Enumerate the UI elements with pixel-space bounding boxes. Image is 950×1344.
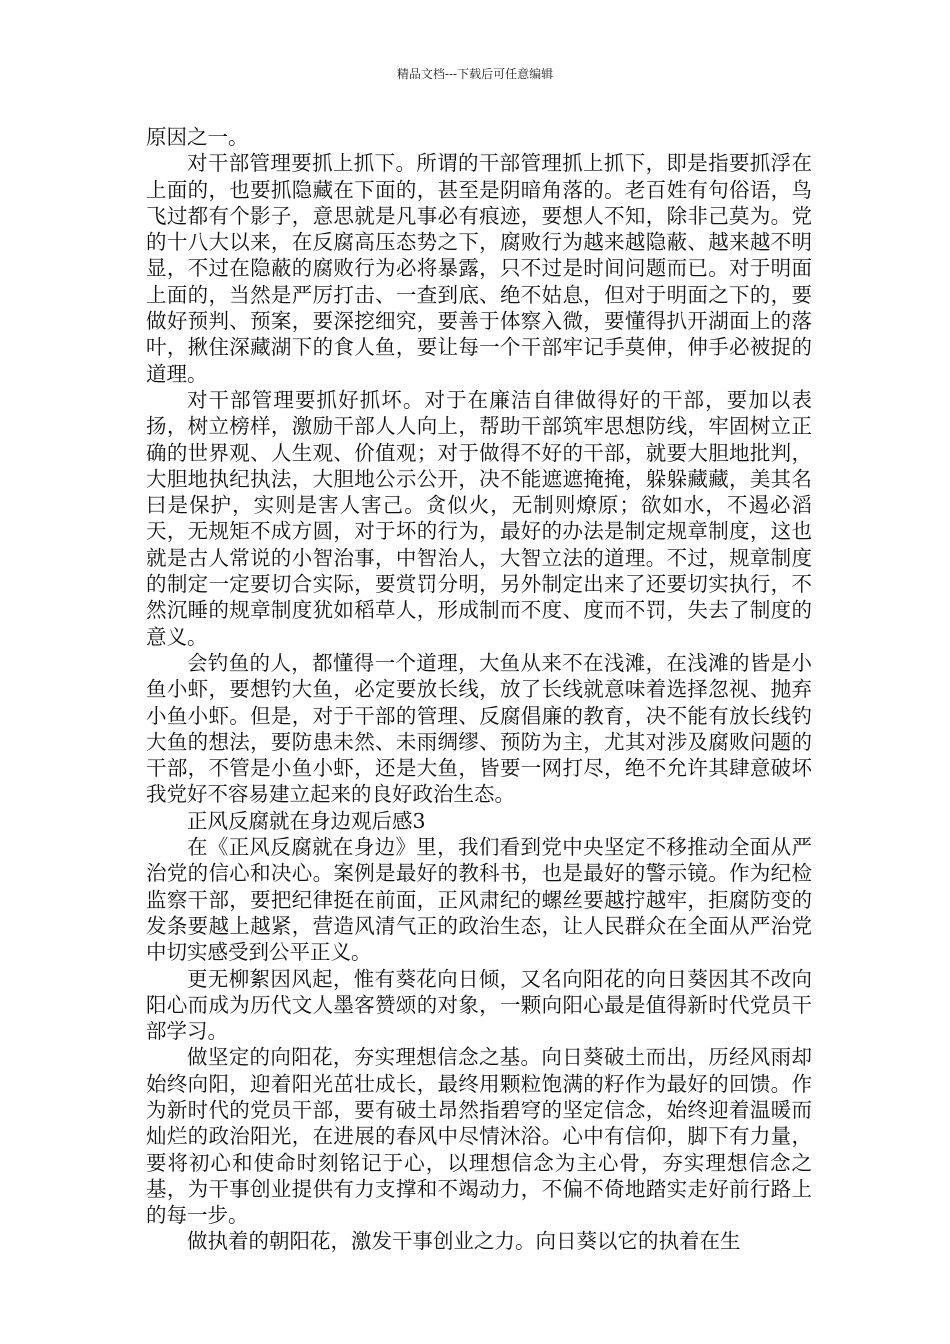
paragraph-persistence: 做执着的朝阳花，激发干事创业之力。向日葵以它的执着在生 (187, 1229, 741, 1254)
document-body (146, 124, 812, 1255)
paragraph-manage-good-bad: 对干部管理要抓好抓坏。对于在廉洁自律做得好的干部，要加以表扬，树立榜样，激励干部人人向上，帮助干部筑牢思想防线，牢固树立正确的世界观、人生观、价值观；对于做得不好的干部，就要大胆地批判，大胆地执纪执法，大胆地公示公开，决不能遮遮掩掩，躲躲藏藏，美其名曰是保护，实则是害人害己。贪似火，无制则燎原；欲如水，不遏必滔天，无规矩不成方圆，对于坏的行为，最好的办法是制定规章制度，这也就是古人常说的小智治事，中智治人，大智立法的道理。不过，规章制度的制定一定要切合实际，要赏罚分明，另外制定出来了还要切实执行，不然沉睡的规章制度犹如稻草人，形成制而不度、度而不罚，失去了制度的意义。 (146, 387, 812, 649)
paragraph-sunflower: 更无柳絮因风起，惟有葵花向日倾，又名向阳花的向日葵因其不改向阳心而成为历代文人墨客赞颂的对象，一颗向阳心最是值得新时代党员干部学习。 (146, 966, 812, 1044)
paragraph-manage-up-down: 对干部管理要抓上抓下。所谓的干部管理抓上抓下，即是指要抓浮在上面的，也要抓隐藏在下面的，甚至是阴暗角落的。老百姓有句俗语，鸟飞过都有个影子，意思就是凡事必有痕迹，要想人不知，除非己莫为。党的十八大以来，在反腐高压态势之下，腐败行为越来越隐蔽、越来越不明显，不过在隐蔽的腐败行为必将暴露，只不过是时间问题而已。对于明面上面的，当然是严厉打击、一查到底、绝不姑息，但对于明面之下的，要做好预判、预案，要深挖细究，要善于体察入微，要懂得扒开湖面上的落叶，揪住深藏湖下的食人鱼，要让每一个干部牢记手莫伸，伸手必被捉的道理。 (146, 151, 812, 386)
section-title: 正风反腐就在身边观后感3 (187, 808, 426, 833)
paragraph-intro: 在《正风反腐就在身边》里，我们看到党中央坚定不移推动全面从严治党的信心和决心。案例是最好的教科书，也是最好的警示镜。作为纪检监察干部，要把纪律挺在前面，正风肃纪的螺丝要越拧越牢，拒腐防变的发条要越上越紧，营造风清气正的政治生态，让人民群众在全面从严治党中切实感受到公平正义。 (146, 835, 812, 965)
page-header: 精品文档---下载后可任意编辑 (396, 67, 554, 81)
paragraph-fishing: 会钓鱼的人，都懂得一个道理，大鱼从来不在浅滩，在浅滩的皆是小鱼小虾，要想钓大鱼，必定要放长线，放了长线就意味着选择忽视、抛弃小鱼小虾。但是，对于干部的管理、反腐倡廉的教育，决不能有放长线钓大鱼的想法，要防患未然、未雨绸缪、预防为主，尤其对涉及腐败问题的干部，不管是小鱼小虾，还是大鱼，皆要一网打尽，绝不允许其肆意破坏我党好不容易建立起来的良好政治生态。 (146, 650, 812, 807)
paragraph-continued: 原因之一。 (146, 125, 249, 149)
paragraph-firm-belief: 做坚定的向阳花，夯实理想信念之基。向日葵破土而出，历经风雨却始终向阳，迎着阳光茁壮成长，最终用颗粒饱满的籽作为最好的回馈。作为新时代的党员干部，要有破土昂然指碧穹的坚定信念，始终迎着温暖而灿烂的政治阳光，在进展的春风中尽情沐浴。心中有信仰，脚下有力量，要将初心和使命时刻铭记于心，以理想信念为主心骨，夯实理想信念之基，为干事创业提供有力支撑和不竭动力，不偏不倚地踏实走好前行路上的每一步。 (146, 1045, 812, 1228)
